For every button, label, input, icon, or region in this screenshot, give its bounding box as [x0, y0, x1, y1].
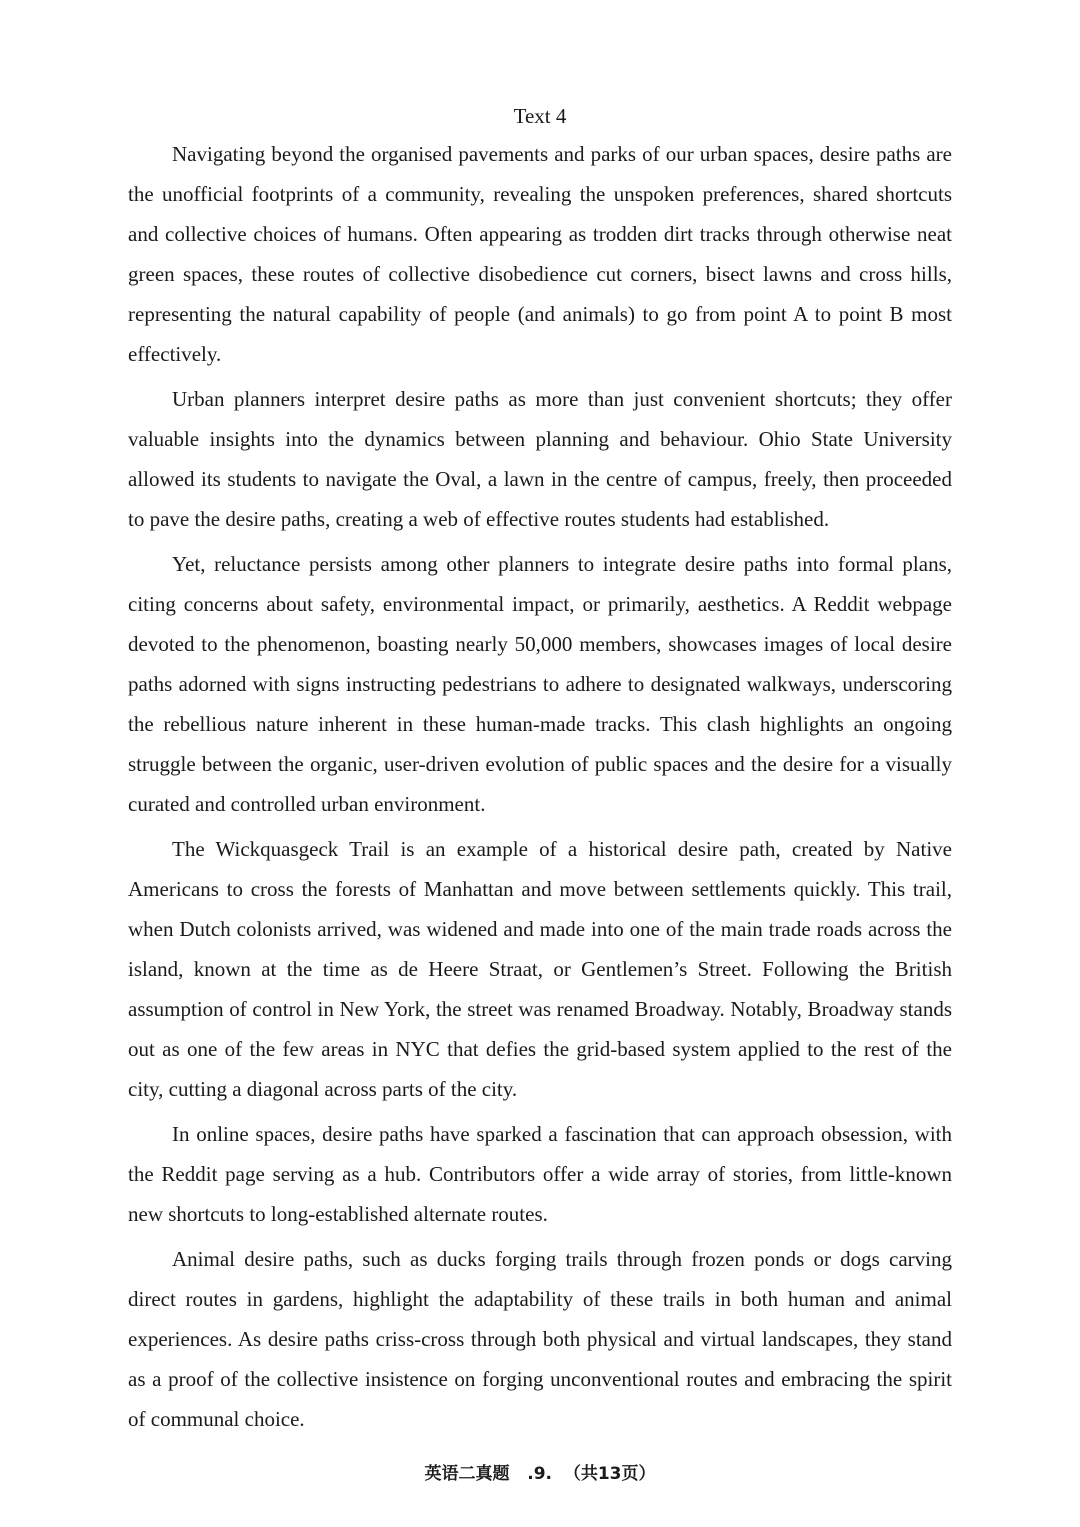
text-title: Text 4 — [513, 104, 567, 128]
footer-total-pages: （共13页） — [563, 1464, 656, 1484]
paragraph-2: Urban planners interpret desire paths as more than just convenient shortcuts; they offer valuable insights into the dynamics between planning and behaviour. Ohio State University allowed its students to navigate the Oval, a lawn in the centre of campus, freely, then proceeded to pave the desire paths, creating a web of effective routes students had established. — [128, 387, 952, 531]
paragraph-5: In online spaces, desire paths have sparked a fascination that can approach obsession, with the Reddit page serving as a hub. Contributors offer a wide array of stories, from little-known new shortcuts to long-established alternate routes. — [128, 1122, 952, 1226]
paragraph-6: Animal desire paths, such as ducks forging trails through frozen ponds or dogs carving direct routes in gardens, highlight the adaptability of these trails in both human and animal experiences. As desire paths criss-cross through both physical and virtual landscapes, they stand as a proof of the collective insistence on forging unconventional routes and embracing the spirit of communal choice. — [128, 1247, 952, 1431]
document-page — [128, 100, 952, 1444]
footer-page-number: .9. — [527, 1464, 552, 1484]
page-footer — [0, 1460, 1080, 1488]
paragraph-3: Yet, reluctance persists among other planners to integrate desire paths into formal plans, citing concerns about safety, environmental impact, or primarily, aesthetics. A Reddit webpage devoted to the phenomenon, boasting nearly 50,000 members, showcases images of local desire paths adorned with signs instructing pedestrians to adhere to designated walkways, underscoring the rebellious nature inherent in these human-made tracks. This clash highlights an ongoing struggle between the organic, user-driven evolution of public spaces and the desire for a visually curated and controlled urban environment. — [128, 552, 952, 816]
footer-exam-name: 英语二真题 — [424, 1464, 510, 1484]
paragraph-1: Navigating beyond the organised pavements and parks of our urban spaces, desire paths are the unofficial footprints of a community, revealing the unspoken preferences, shared shortcuts and collective choices of humans. Often appearing as trodden dirt tracks through otherwise neat green spaces, these routes of collective disobedience cut corners, bisect lawns and cross hills, representing the natural capability of people (and animals) to go from point A to point B most effectively. — [128, 142, 952, 366]
paragraph-4: The Wickquasgeck Trail is an example of a historical desire path, created by Native Americans to cross the forests of Manhattan and move between settlements quickly. This trail, when Dutch colonists arrived, was widened and made into one of the main trade roads across the island, known at the time as de Heere Straat, or Gentlemen’s Street. Following the British assumption of control in New York, the street was renamed Broadway. Notably, Broadway stands out as one of the few areas in NYC that defies the grid-based system applied to the rest of the city, cutting a diagonal across parts of the city. — [128, 837, 952, 1101]
